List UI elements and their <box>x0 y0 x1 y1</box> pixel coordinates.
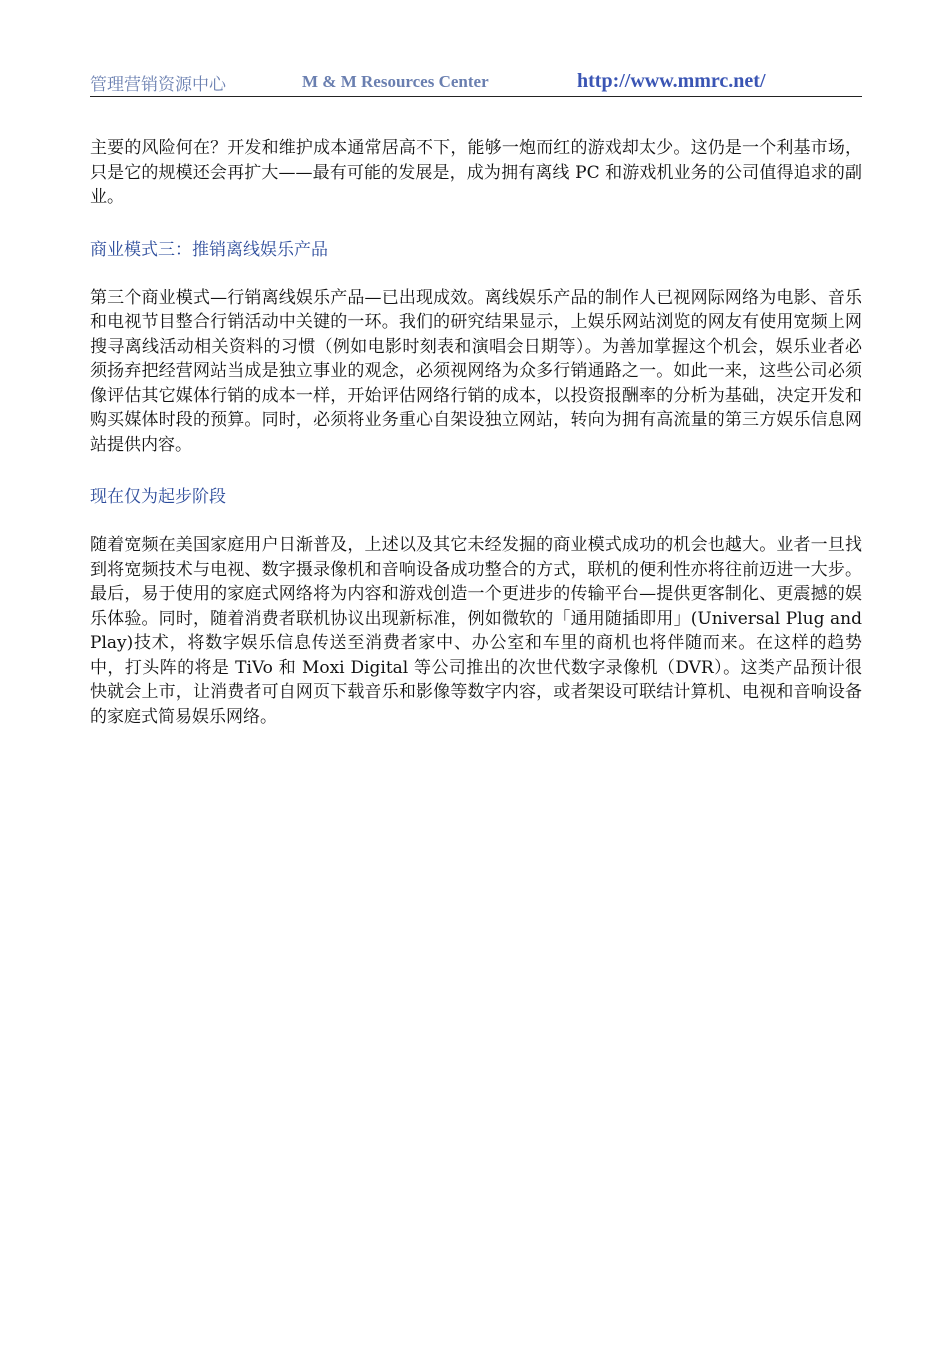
page-header <box>90 70 862 97</box>
document-body <box>90 136 862 729</box>
paragraph-broadband-outlook: 随着宽频在美国家庭用户日渐普及，上述以及其它未经发掘的商业模式成功的机会也越大。业者一旦找到将宽频技术与电视、数字摄录像机和音响设备成功整合的方式，联机的便利性亦将往前迈进一大步。最后，易于使用的家庭式网络将为内容和游戏创造一个更进步的传输平台—提供更客制化、更震撼的娱乐体验。同时，随着消费者联机协议出现新标准，例如微软的「通用随插即用」(Universal Plug and Play)技术，将数字娱乐信息传送至消费者家中、办公室和车里的商机也将伴随而来。在这样的趋势中，打头阵的将是 TiVo 和 Moxi Digital 等公司推出的次世代数字录像机（DVR）。这类产品预计很快就会上市，让消费者可自网页下载音乐和影像等数字内容，或者架设可联结计算机、电视和音响设备的家庭式简易娱乐网络。 <box>90 535 862 727</box>
paragraph-offline-entertainment: 第三个商业模式—行销离线娱乐产品—已出现成效。离线娱乐产品的制作人已视网际网络为电影、音乐和电视节目整合行销活动中关键的一环。我们的研究结果显示，上娱乐网站浏览的网友有使用宽频上网搜寻离线活动相关资料的习惯（例如电影时刻表和演唱会日期等）。为善加掌握这个机会，娱乐业者必须扬弃把经营网站当成是独立事业的观念，必须视网络为众多行销通路之一。如此一来，这些公司必须像评估其它媒体行销的成本一样，开始评估网络行销的成本，以投资报酬率的分析为基础，决定开发和购买媒体时段的预算。同时，必须将业务重心自架设独立网站，转向为拥有高流量的第三方娱乐信息网站提供内容。 <box>90 287 862 455</box>
header-english-title: M & M Resources Center <box>302 72 489 91</box>
section-heading-business-model-3: 商业模式三：推销离线娱乐产品 <box>90 239 328 260</box>
header-url-link[interactable]: http://www.mmrc.net/ <box>577 70 766 92</box>
header-chinese-title: 管理营销资源中心 <box>90 75 226 95</box>
paragraph-risks: 主要的风险何在？开发和维护成本通常居高不下，能够一炮而红的游戏却太少。这仍是一个利基市场，只是它的规模还会再扩大——最有可能的发展是，成为拥有离线 PC 和游戏机业务的公司值得追求的副业。 <box>90 138 862 207</box>
section-heading-early-stage: 现在仅为起步阶段 <box>90 487 226 507</box>
